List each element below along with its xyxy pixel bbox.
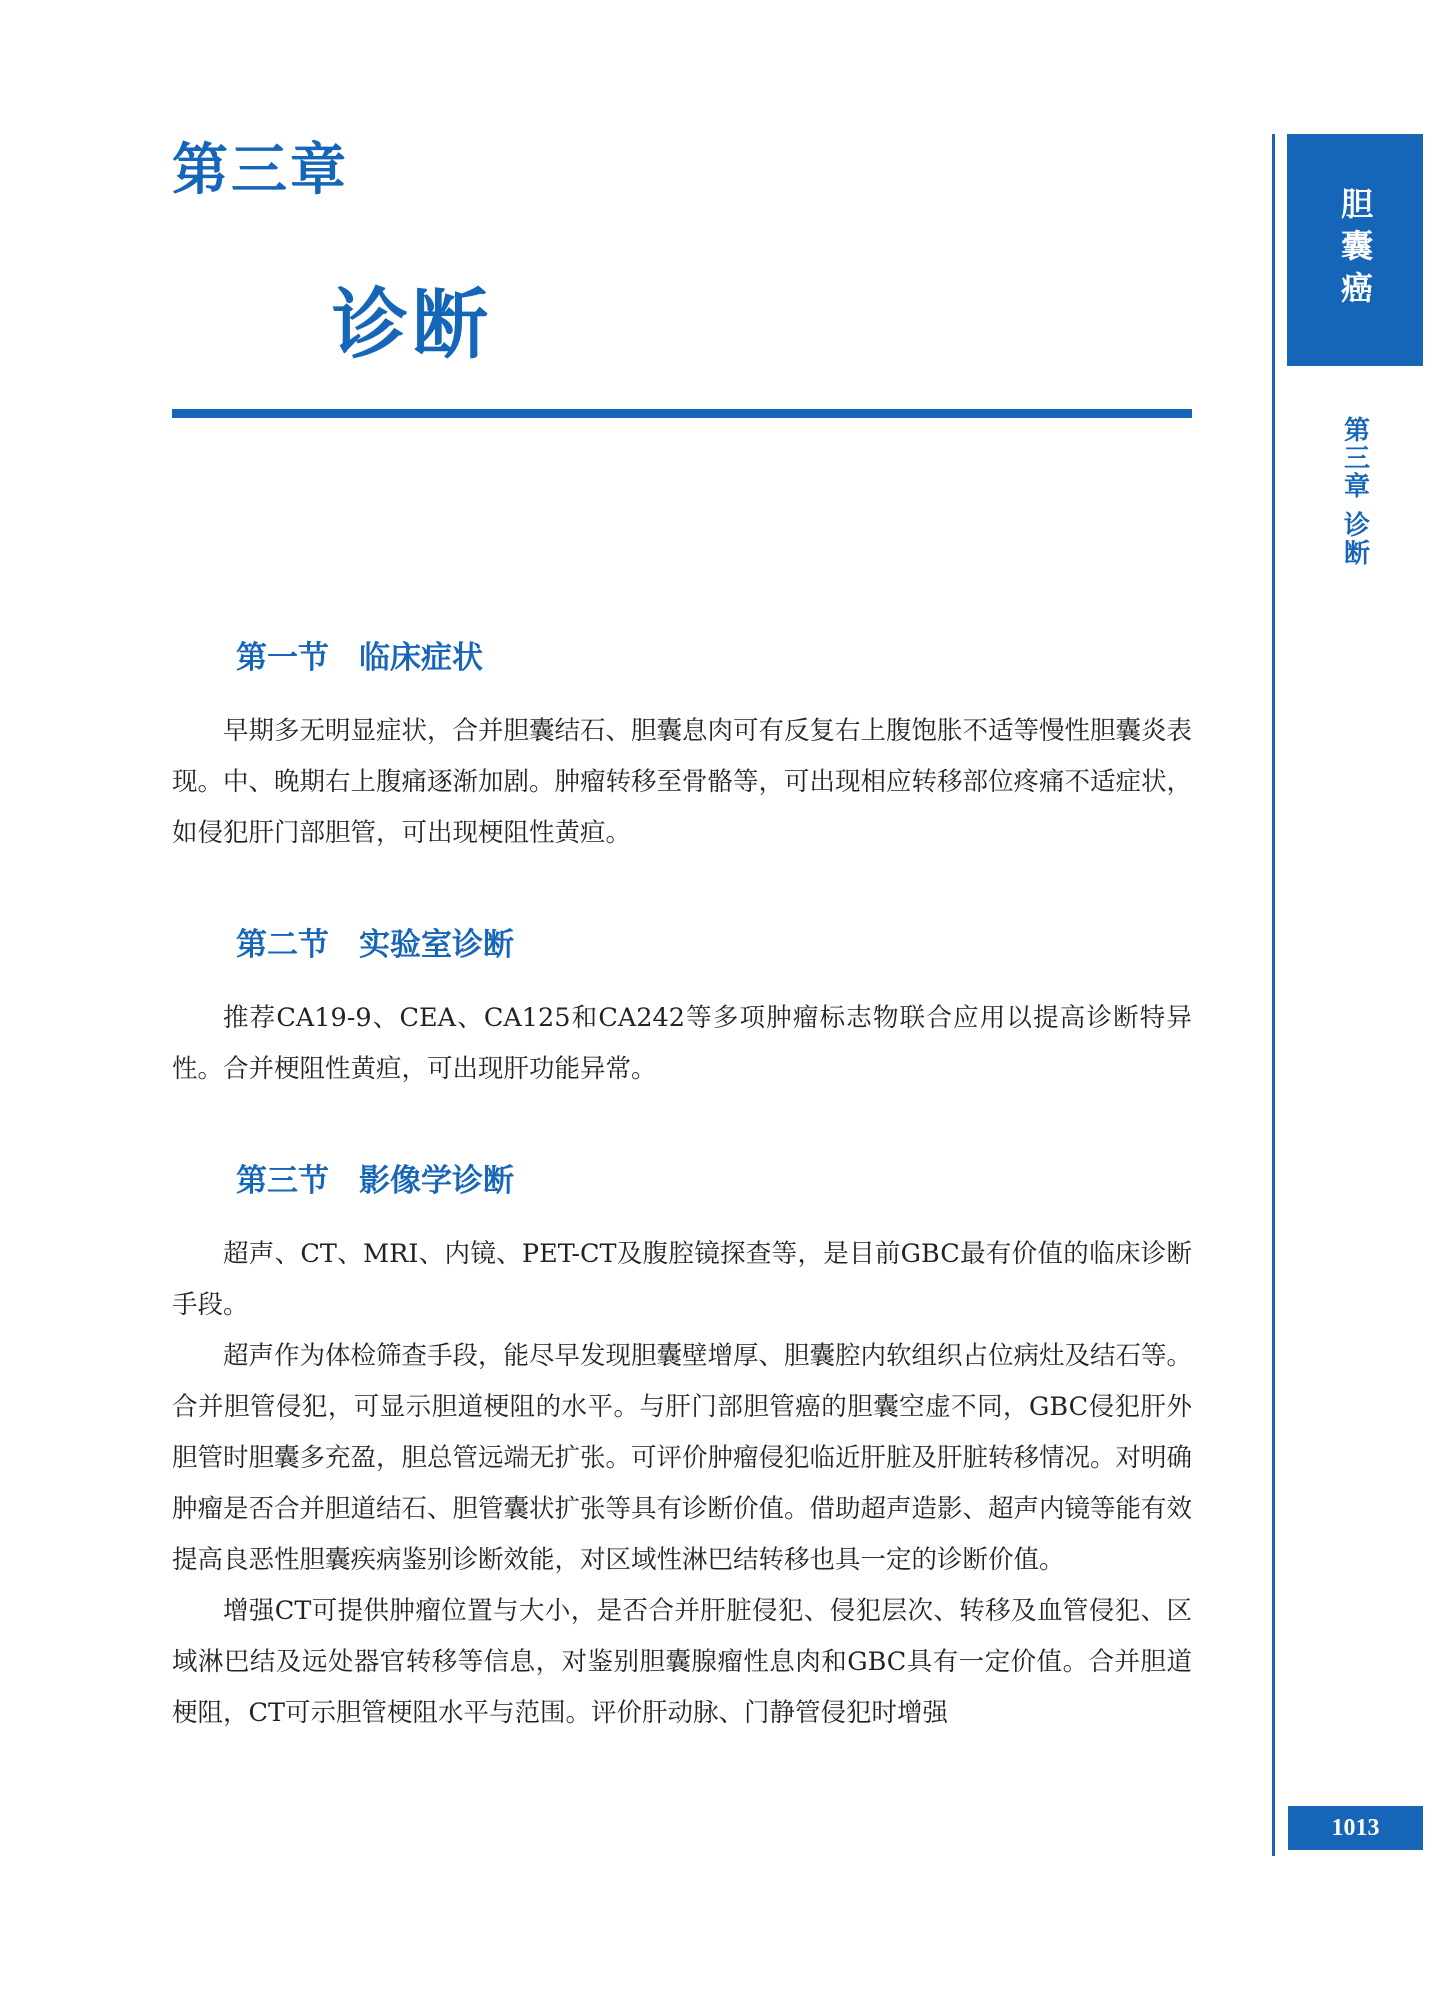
- chapter-label: 第三章: [172, 138, 349, 203]
- section-clinical-symptoms: [172, 636, 1192, 859]
- section-title: 实验室诊断: [359, 927, 514, 963]
- section-heading: [236, 923, 1192, 967]
- paragraph: 增强CT可提供肿瘤位置与大小，是否合并肝脏侵犯、侵犯层次、转移及血管侵犯、区域淋巴结及远处器官转移等信息，对鉴别胆囊腺瘤性息肉和GBC具有一定价值。合并胆道梗阻，CT可示胆管梗阻水平与范围。评价肝动脉、门静管侵犯时增强: [172, 1596, 1192, 1728]
- section-lab-diagnosis: [172, 923, 1192, 1095]
- side-divider-line: [1272, 134, 1275, 1856]
- side-book-tab: [1287, 134, 1423, 366]
- section-number: 第二节: [236, 927, 329, 963]
- side-chapter-tab: [1325, 416, 1385, 567]
- section-number: 第三节: [236, 1163, 329, 1199]
- section-title: 影像学诊断: [359, 1163, 514, 1199]
- page-number: 1013: [1288, 1806, 1423, 1850]
- section-title: 临床症状: [359, 640, 483, 676]
- section-number: 第一节: [236, 640, 329, 676]
- side-book-title: 胆囊癌: [1336, 187, 1374, 313]
- paragraph: 超声作为体检筛查手段，能尽早发现胆囊壁增厚、胆囊腔内软组织占位病灶及结石等。合并胆管侵犯，可显示胆道梗阻的水平。与肝门部胆管癌的胆囊空虚不同，GBC侵犯肝外胆管时胆囊多充盈，胆总管远端无扩张。可评价肿瘤侵犯临近肝脏及肝脏转移情况。对明确肿瘤是否合并胆道结石、胆管囊状扩张等具有诊断价值。借助超声造影、超声内镜等能有效提高良恶性胆囊疾病鉴别诊断效能，对区域性淋巴结转移也具一定的诊断价值。: [172, 1341, 1193, 1575]
- paragraph: 超声、CT、MRI、内镜、PET-CT及腹腔镜探查等，是目前GBC最有价值的临床诊断手段。: [172, 1239, 1192, 1320]
- paragraph: 早期多无明显症状，合并胆囊结石、胆囊息肉可有反复右上腹饱胀不适等慢性胆囊炎表现。中、晚期右上腹痛逐渐加剧。肿瘤转移至骨骼等，可出现相应转移部位疼痛不适症状，如侵犯肝门部胆管，可出现梗阻性黄疸。: [172, 716, 1193, 848]
- side-chapter-label: 第三章 诊断: [1339, 416, 1370, 568]
- chapter-divider: [172, 409, 1192, 418]
- section-imaging-diagnosis: [172, 1159, 1192, 1739]
- section-heading: [236, 1159, 1192, 1203]
- section-heading: [236, 636, 1192, 680]
- paragraph: 推荐CA19-9、CEA、CA125和CA242等多项肿瘤标志物联合应用以提高诊断特异性。合并梗阻性黄疸，可出现肝功能异常。: [172, 1003, 1192, 1084]
- chapter-title: 诊断: [332, 280, 492, 369]
- main-content: [172, 636, 1192, 1739]
